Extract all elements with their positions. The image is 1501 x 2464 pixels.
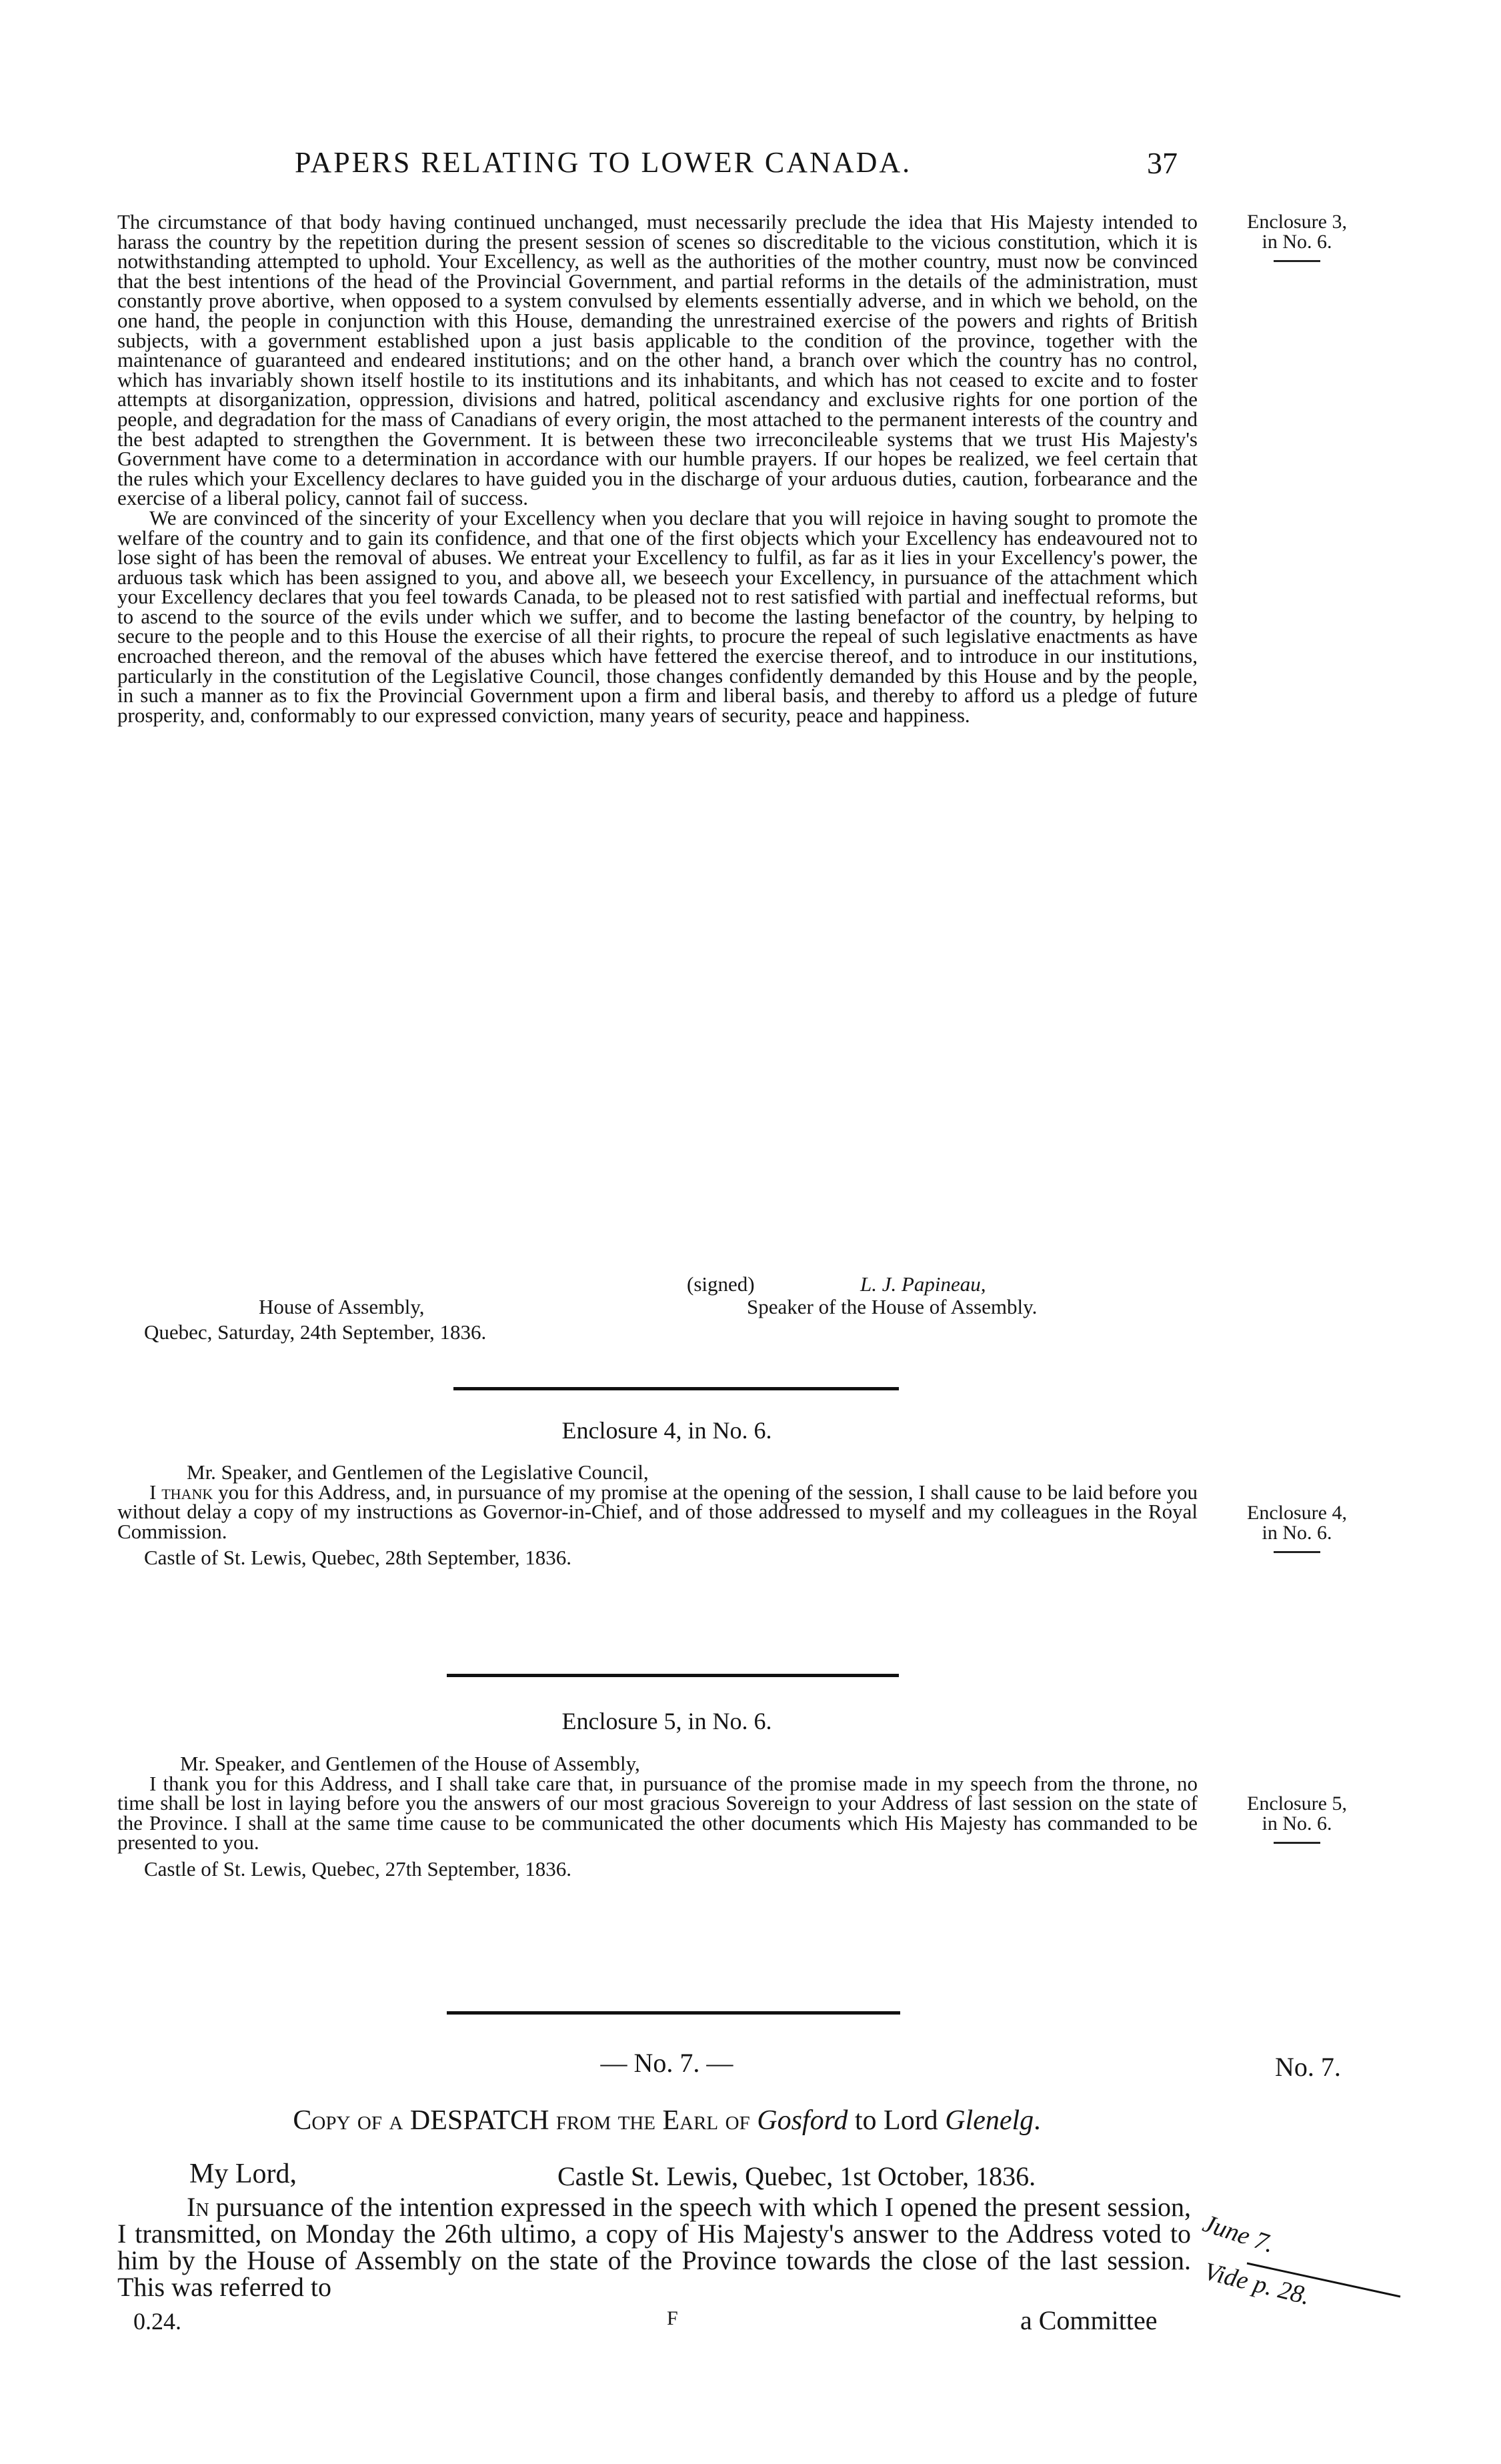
side-note-no7: No. 7.: [1275, 2052, 1341, 2082]
enclosure-5-body: [117, 1754, 1198, 1879]
despatch-body: [117, 2194, 1191, 2301]
side-note-line: in No. 6.: [1262, 1812, 1332, 1834]
side-note-enclosure-3: [1234, 212, 1360, 262]
enclosure-3-paragraph-1: The circumstance of that body having continued unchanged, must necessarily preclude the idea that His Majesty intended to harass the country by the repetition during the present session of scenes so discreditable to the vicious constitution, which it is notwithstanding attempted to uphold. Your Excellency, as well as the authorities of the mother country, must now be convinced that the best intentions of the head of the Provincial Government, and partial reforms in the details of the administration, must constantly prove abortive, when opposed to a system convulsed by elements essentially adverse, and in which we behold, on the one hand, the people in conjunction with this House, demanding the unrestrained exercise of the powers and rights of British subjects, with a government established upon a just basis applicable to the condition of the province, together with the maintenance of guaranteed and endeared institutions; and on the other hand, a branch over which the country has no control, which has invariably shown itself hostile to its institutions and its inhabitants, and which has not ceased to excite and to foster attempts at disorganization, oppression, divisions and hatred, political ascendancy and exclusive rights for one portion of the people, and degradation for the mass of Canadians of every origin, the most attached to the permanent interests of the country and the best adapted to strengthen the Government. It is between these two irreconcileable systems that we trust His Majesty's Government have come to a determination in accordance with our humble prayers. If our hopes be realized, we feel certain that the rules which your Excellency declares to have guided you in the discharge of your arduous duties, caution, forbearance and the exercise of a liberal policy, cannot fail of success.: [117, 210, 1198, 510]
despatch-title-middle: to Lord: [848, 2105, 946, 2136]
side-note-dash: [1274, 1551, 1320, 1553]
despatch-dateline: Castle St. Lewis, Quebec, 1st October, 1836.: [557, 2161, 1036, 2191]
enclosure-4-heading: Enclosure 4, in No. 6.: [561, 1417, 772, 1444]
signer-name: L. J. Papineau,: [860, 1272, 986, 1296]
side-note-line: in No. 6.: [1262, 231, 1332, 253]
signature-place: House of Assembly,: [259, 1295, 425, 1318]
enclosure-4-text: [117, 1482, 1198, 1542]
enclosure-4-salutation: Mr. Speaker, and Gentlemen of the Legislative Council,: [187, 1460, 649, 1484]
page-number: 37: [1147, 146, 1178, 180]
despatch-salutation: My Lord,: [189, 2159, 297, 2189]
despatch-lead-word: In: [187, 2192, 209, 2222]
enclosure-4-body: [117, 1462, 1198, 1568]
enclosure-4-lead-word: I thank: [149, 1480, 213, 1504]
despatch-title: [0, 2105, 1334, 2137]
side-note-dash: [1274, 1842, 1320, 1844]
section-divider: [453, 1387, 899, 1390]
despatch-text: [117, 2194, 1191, 2301]
signer-title: Speaker of the House of Assembly.: [747, 1295, 1038, 1318]
side-note-line: in No. 6.: [1262, 1522, 1332, 1544]
signature-date: Quebec, Saturday, 24th September, 1836.: [144, 1320, 487, 1344]
enclosure-5-text: I thank you for this Address, and I shall take care that, in pursuance of the promise made in my speech from the throne, no time shall be lost in laying before you the answers of our most gracious Sovereign to your Address of last session on the state of the Province. I shall at the same time cause to be communicated the other documents which His Majesty has commanded to be presented to you.: [117, 1771, 1198, 1855]
side-note-enclosure-4: [1234, 1503, 1360, 1553]
enclosure-4-date: Castle of St. Lewis, Quebec, 28th September, 1836.: [144, 1546, 572, 1570]
footer-signature-mark: 0.24.: [133, 2308, 181, 2335]
section-divider: [447, 2011, 900, 2015]
footer-catchword: a Committee: [1020, 2305, 1158, 2335]
signed-label: (signed): [687, 1272, 755, 1296]
side-note-enclosure-5: [1234, 1794, 1360, 1844]
enclosure-5-heading: Enclosure 5, in No. 6.: [561, 1708, 772, 1734]
side-note-vide: Vide p. 28.: [1201, 2257, 1313, 2311]
section-divider: [447, 1674, 899, 1677]
side-note-june7: June 7.: [1199, 2209, 1278, 2259]
enclosure-4-main-text: you for this Address, and, in pursuance of my promise at the opening of the session, I shall cause to be laid before you without delay a copy of my instructions as Governor-in-Chief, and of those addressed to myself and my colleagues in the Royal Commission.: [117, 1480, 1198, 1543]
enclosure-5-date: Castle of St. Lewis, Quebec, 27th September, 1836.: [144, 1857, 572, 1881]
despatch-main-text: pursuance of the intention expressed in the speech with which I opened the present session, I transmitted, on Monday the 26th ultimo, a copy of His Majesty's answer to the Address voted to him by the House of Assembly on the state of the Province towards the close of the last session. This was referred to: [117, 2192, 1191, 2302]
despatch-from-name: Gosford: [757, 2105, 848, 2136]
enclosure-5-salutation: Mr. Speaker, and Gentlemen of the House of Assembly,: [180, 1752, 640, 1775]
enclosure-3-body: [117, 212, 1198, 725]
footer-gathering-mark: F: [667, 2307, 678, 2329]
despatch-to-name: Glenelg: [945, 2105, 1034, 2136]
running-title: PAPERS RELATING TO LOWER CANADA.: [295, 146, 912, 179]
side-note-line: Enclosure 5,: [1247, 1792, 1347, 1814]
side-note-line: Enclosure 4,: [1247, 1502, 1347, 1524]
side-note-line: Enclosure 3,: [1247, 211, 1347, 233]
side-note-dash: [1274, 260, 1320, 262]
no7-heading: — No. 7. —: [600, 2048, 733, 2078]
despatch-title-lead: Copy of a DESPATCH from the Earl of: [293, 2105, 758, 2136]
despatch-title-end: .: [1034, 2105, 1041, 2136]
page-header: [0, 145, 1501, 185]
enclosure-3-paragraph-2: We are convinced of the sincerity of your Excellency when you declare that you will rejoice in having sought to promote the welfare of the country and to gain its confidence, and that one of the first objects which your Excellency has endeavoured not to lose sight of has been the removal of abuses. We entreat your Excellency to fulfil, as far as it lies in your Excellency's power, the arduous task which has been assigned to you, and above all, we beseech your Excellency, in pursuance of the attachment which your Excellency declares that you feel towards Canada, to be pleased not to rest satisfied with partial and ineffectual reforms, but to ascend to the source of the evils under which we suffer, and to become the lasting benefactor of the country, by helping to secure to the people and to this House the exercise of all their rights, to procure the repeal of such legislative enactments as have encroached thereon, and the removal of the abuses which have fettered the exercise thereof, and to introduce in our institutions, particularly in the constitution of the Legislative Council, those changes confidently demanded by this House and by the people, in such a manner as to fix the Provincial Government upon a firm and liberal basis, and thereby to afford us a pledge of future prosperity, and, conformably to our expressed conviction, many years of security, peace and happiness.: [117, 505, 1198, 727]
margin-pointer-line: [1240, 2258, 1407, 2305]
